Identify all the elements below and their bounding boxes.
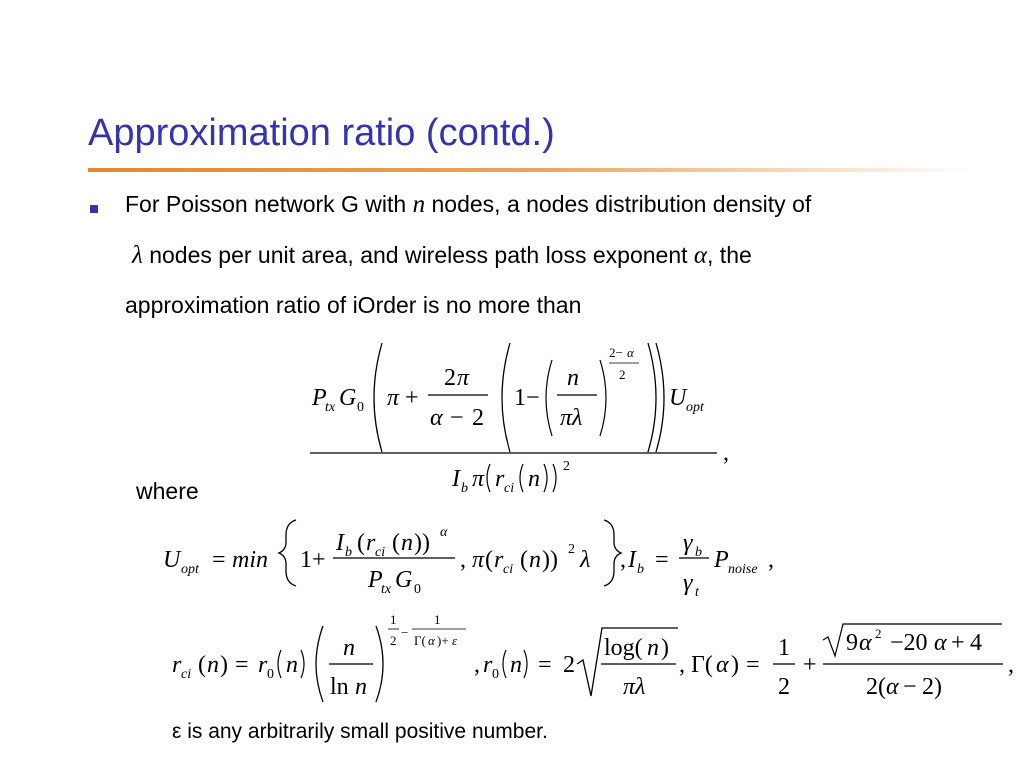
svg-text:2−: 2− bbox=[609, 345, 623, 360]
svg-text:α: α bbox=[886, 674, 899, 700]
svg-text:,: , bbox=[620, 547, 626, 573]
svg-text:(: ( bbox=[520, 547, 528, 573]
svg-text:G: G bbox=[339, 385, 357, 411]
svg-text:min: min bbox=[232, 547, 268, 573]
svg-text:): ) bbox=[220, 652, 228, 678]
svg-text:tx: tx bbox=[325, 400, 336, 415]
svg-text:): ) bbox=[731, 652, 739, 678]
rci-r0-gamma-formula bbox=[172, 612, 1014, 702]
svg-text:): ) bbox=[661, 635, 669, 661]
svg-text:n: n bbox=[343, 635, 355, 661]
svg-text:n: n bbox=[647, 635, 659, 661]
svg-text:γ: γ bbox=[683, 530, 693, 556]
svg-text:π: π bbox=[387, 385, 400, 411]
svg-text:r: r bbox=[494, 547, 504, 573]
svg-text:1: 1 bbox=[778, 635, 790, 661]
svg-text:tx: tx bbox=[381, 582, 392, 597]
svg-text:Γ(: Γ( bbox=[414, 633, 426, 648]
svg-text:)): )) bbox=[414, 530, 430, 556]
svg-text:r: r bbox=[258, 652, 268, 678]
svg-text:α: α bbox=[859, 630, 872, 656]
bullet-line-1-post: nodes, a nodes distribution density of bbox=[431, 191, 812, 217]
svg-text:r: r bbox=[483, 652, 493, 678]
svg-text:n: n bbox=[567, 365, 579, 391]
svg-text:,: , bbox=[474, 652, 480, 678]
svg-text:noise: noise bbox=[728, 562, 758, 577]
svg-text:1: 1 bbox=[434, 612, 441, 627]
epsilon-footnote: ε is any arbitrarily small positive number. bbox=[172, 720, 548, 743]
svg-text:2: 2 bbox=[778, 674, 790, 700]
svg-text:α: α bbox=[440, 525, 448, 540]
svg-text:U: U bbox=[669, 385, 687, 411]
bullet-line-1-pre: For Poisson network G with bbox=[125, 191, 407, 217]
svg-text:ε: ε bbox=[452, 633, 458, 648]
var-n: n bbox=[412, 191, 426, 218]
slide-title: Approximation ratio (contd.) bbox=[88, 112, 555, 154]
svg-text:,: , bbox=[723, 440, 729, 466]
svg-text:2): 2) bbox=[922, 674, 942, 700]
bullet-line-2-mid: nodes per unit area, and wireless path loss exponent bbox=[149, 242, 688, 268]
svg-text:0: 0 bbox=[414, 582, 421, 597]
svg-text:π: π bbox=[472, 466, 485, 492]
svg-text:=: = bbox=[212, 547, 226, 573]
svg-text:n: n bbox=[286, 652, 298, 678]
svg-text:G: G bbox=[395, 567, 413, 593]
svg-text:1: 1 bbox=[390, 612, 397, 627]
svg-text:opt: opt bbox=[686, 400, 704, 415]
svg-text:P: P bbox=[312, 385, 327, 411]
svg-text:n: n bbox=[510, 652, 522, 678]
svg-text:I: I bbox=[628, 547, 636, 573]
svg-text:ln: ln bbox=[330, 674, 349, 700]
svg-text:2: 2 bbox=[619, 367, 626, 382]
svg-text:=: = bbox=[538, 652, 552, 678]
svg-text:opt: opt bbox=[181, 562, 199, 577]
svg-text:2: 2 bbox=[568, 542, 575, 557]
svg-text:n: n bbox=[401, 530, 413, 556]
where-label: where bbox=[136, 478, 199, 504]
svg-text:π: π bbox=[472, 547, 485, 573]
svg-text:2: 2 bbox=[390, 633, 397, 648]
svg-text:α: α bbox=[716, 652, 729, 678]
svg-text:(: ( bbox=[485, 547, 493, 573]
svg-text:α: α bbox=[934, 630, 947, 656]
svg-text:πλ: πλ bbox=[623, 674, 646, 700]
svg-text:+: + bbox=[803, 652, 817, 678]
bullet-line-2-post: , the bbox=[707, 242, 752, 268]
svg-text:−: − bbox=[903, 674, 917, 700]
svg-text:α: α bbox=[627, 345, 634, 360]
svg-text:=: = bbox=[746, 652, 760, 678]
svg-text:t: t bbox=[695, 585, 699, 600]
svg-text:(: ( bbox=[392, 530, 400, 556]
bullet-line-3: approximation ratio of iOrder is no more than bbox=[125, 292, 582, 318]
svg-text:α: α bbox=[428, 633, 435, 648]
svg-text:1−: 1− bbox=[514, 385, 540, 411]
svg-text:2: 2 bbox=[472, 405, 484, 431]
svg-text:b: b bbox=[461, 481, 468, 496]
svg-text:ci: ci bbox=[503, 562, 514, 577]
svg-text:=: = bbox=[235, 652, 249, 678]
svg-text:2: 2 bbox=[563, 459, 570, 474]
svg-text:n: n bbox=[207, 652, 219, 678]
svg-text:log(: log( bbox=[604, 635, 643, 661]
svg-text:,: , bbox=[1008, 652, 1014, 678]
svg-text:2(: 2( bbox=[866, 674, 886, 700]
svg-text:,: , bbox=[768, 547, 774, 573]
svg-text:Γ(: Γ( bbox=[691, 652, 713, 678]
svg-text:b: b bbox=[345, 545, 352, 560]
svg-text:γ: γ bbox=[683, 570, 693, 596]
svg-text:2: 2 bbox=[563, 652, 575, 678]
svg-text:2: 2 bbox=[444, 365, 456, 391]
svg-text:=: = bbox=[655, 547, 669, 573]
svg-text:n: n bbox=[528, 466, 540, 492]
svg-text:I: I bbox=[452, 466, 460, 492]
svg-text:)+: )+ bbox=[437, 633, 449, 648]
var-alpha: α bbox=[693, 242, 708, 269]
svg-text:α: α bbox=[430, 405, 443, 431]
svg-text:−20: −20 bbox=[890, 630, 928, 656]
svg-text:2: 2 bbox=[875, 626, 882, 641]
svg-text:U: U bbox=[163, 547, 181, 573]
svg-text:ci: ci bbox=[504, 481, 515, 496]
svg-text:−: − bbox=[401, 625, 409, 640]
svg-text:n: n bbox=[355, 674, 367, 700]
svg-text:0: 0 bbox=[267, 667, 274, 682]
svg-text:,: , bbox=[460, 547, 466, 573]
svg-text:ci: ci bbox=[375, 545, 386, 560]
svg-text:(: ( bbox=[357, 530, 365, 556]
svg-text:b: b bbox=[695, 545, 702, 560]
svg-text:r: r bbox=[495, 466, 505, 492]
svg-text:b: b bbox=[637, 562, 644, 577]
svg-text:(: ( bbox=[198, 652, 206, 678]
svg-text:0: 0 bbox=[492, 667, 499, 682]
svg-text:ci: ci bbox=[181, 667, 192, 682]
svg-text:πλ: πλ bbox=[560, 405, 583, 431]
svg-text:P: P bbox=[368, 567, 383, 593]
svg-text:+: + bbox=[405, 385, 419, 411]
var-lambda: λ bbox=[132, 242, 143, 269]
svg-text:,: , bbox=[679, 652, 685, 678]
svg-text:4: 4 bbox=[970, 630, 982, 656]
svg-text:+: + bbox=[951, 630, 965, 656]
svg-text:π: π bbox=[457, 365, 470, 391]
svg-text:−: − bbox=[450, 405, 464, 431]
svg-text:r: r bbox=[172, 652, 182, 678]
svg-text:λ: λ bbox=[580, 547, 591, 573]
svg-text:9: 9 bbox=[846, 630, 858, 656]
svg-text:r: r bbox=[366, 530, 376, 556]
svg-text:)): )) bbox=[542, 547, 558, 573]
svg-text:0: 0 bbox=[357, 400, 364, 415]
svg-text:P: P bbox=[714, 547, 729, 573]
svg-text:I: I bbox=[336, 530, 344, 556]
svg-text:n: n bbox=[529, 547, 541, 573]
approximation-ratio-formula bbox=[310, 343, 729, 496]
uopt-definition-formula bbox=[163, 520, 774, 600]
svg-text:1+: 1+ bbox=[300, 547, 326, 573]
